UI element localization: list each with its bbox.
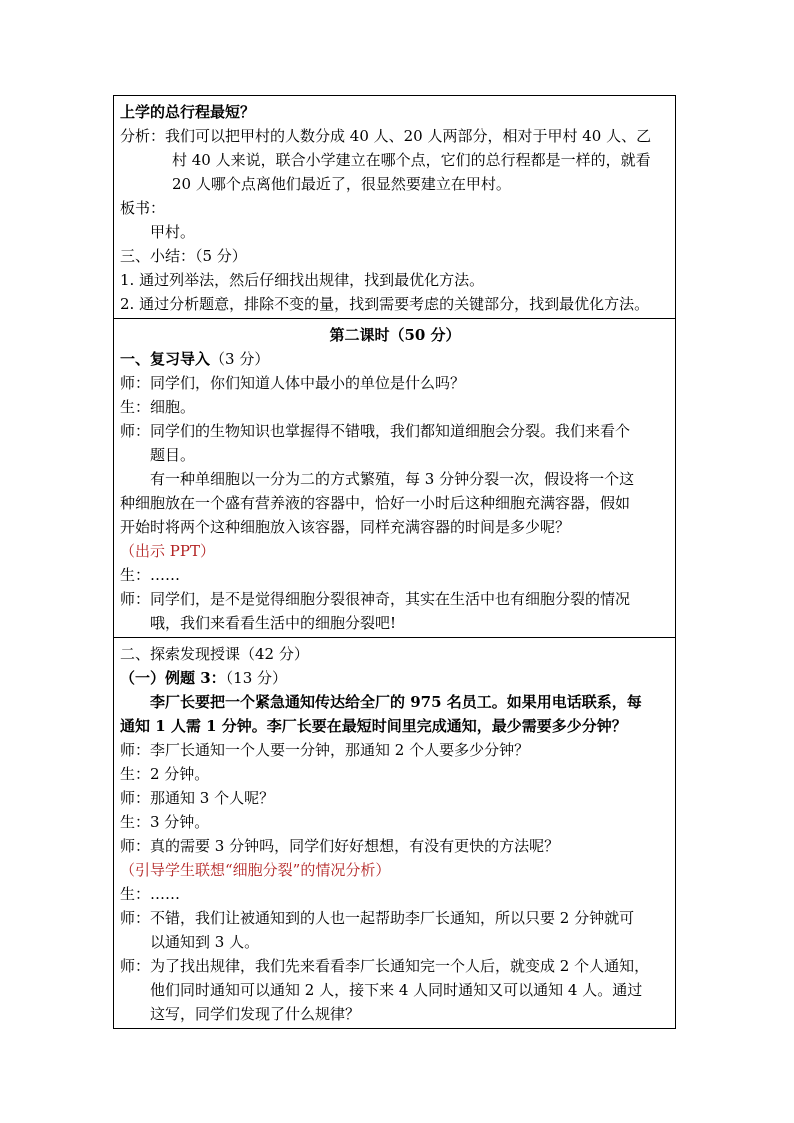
dialogue-line: 题目。: [150, 446, 196, 464]
analysis-line: 20 人哪个点离他们最近了，很显然要建立在甲村。: [172, 175, 511, 193]
dialogue-line: 师：李厂长通知一个人要一分钟，那通知 2 个人要多少分钟？: [120, 741, 530, 759]
dialogue-line: 他们同时通知可以通知 2 人，接下来 4 人同时通知又可以通知 4 人。通过: [150, 981, 643, 999]
board-content: 甲村。: [150, 223, 196, 241]
dialogue-line: 哦，我们来看看生活中的细胞分裂吧!: [150, 614, 397, 632]
analysis-line: 分析：我们可以把甲村的人数分成 40 人、20 人两部分，相对于甲村 40 人、乙: [120, 127, 652, 145]
board-label: 板书：: [120, 199, 166, 217]
dialogue-line: 生：……: [120, 566, 181, 584]
dialogue-line: 师：不错，我们让被通知到的人也一起帮助李厂长通知，所以只要 2 分钟就可: [120, 909, 635, 927]
problem-text: 种细胞放在一个盛有营养液的容器中，恰好一小时后这种细胞充满容器，假如: [120, 494, 631, 512]
dialogue-line: 师：为了找出规律，我们先来看看李厂长通知完一个人后，就变成 2 个人通知，: [120, 957, 650, 975]
dialogue-line: 生：……: [120, 885, 181, 903]
example-heading-bold: （一）例题 3：: [120, 669, 226, 687]
dialogue-line: 生：3 分钟。: [120, 813, 210, 831]
dialogue-line: 以通知到 3 人。: [150, 933, 260, 951]
summary-heading: 三、小结：（5 分）: [120, 247, 247, 265]
review-heading-time: （3 分）: [210, 350, 270, 368]
section-second-lesson: [114, 319, 675, 638]
section-summary: [114, 96, 675, 319]
example-problem: 李厂长要把一个紧急通知传达给全厂的 975 名员工。如果用电话联系，每: [150, 693, 642, 711]
dialogue-line: 生：2 分钟。: [120, 765, 210, 783]
lesson-plan-table: [113, 95, 676, 1029]
dialogue-line: 师：同学们，是不是觉得细胞分裂很神奇，其实在生活中也有细胞分裂的情况: [120, 590, 631, 608]
dialogue-line: 师：那通知 3 个人呢？: [120, 789, 275, 807]
problem-text: 有一种单细胞以一分为二的方式繁殖，每 3 分钟分裂一次，假设将一个这: [150, 470, 635, 488]
dialogue-line: 师：同学们，你们知道人体中最小的单位是什么吗？: [120, 374, 466, 392]
exploration-heading: 二、探索发现授课（42 分）: [120, 645, 309, 663]
dialogue-line: 生：细胞。: [120, 398, 196, 416]
lesson-title: 第二课时（50 分）: [329, 326, 461, 344]
summary-item: 2. 通过分析题意，排除不变的量，找到需要考虑的关键部分，找到最优化方法。: [120, 295, 650, 313]
example-heading-time: （13 分）: [225, 669, 288, 687]
review-heading: [120, 347, 670, 371]
dialogue-line: 师：同学们的生物知识也掌握得不错哦，我们都知道细胞会分裂。我们来看个: [120, 422, 631, 440]
problem-text: 开始时将两个这种细胞放入该容器，同样充满容器的时间是多少呢？: [120, 518, 571, 536]
dialogue-line: 这写，同学们发现了什么规律？: [150, 1005, 361, 1023]
example-heading: [120, 666, 670, 690]
example-problem: 通知 1 人需 1 分钟。李厂长要在最短时间里完成通知，最少需要多少分钟？: [120, 717, 627, 735]
summary-item: 1. 通过列举法，然后仔细找出规律，找到最优化方法。: [120, 271, 485, 289]
section-exploration: [114, 638, 675, 1028]
dialogue-line: 师：真的需要 3 分钟吗，同学们好好想想，有没有更快的方法呢？: [120, 837, 560, 855]
review-heading-bold: 一、复习导入: [120, 350, 211, 368]
question-line: 上学的总行程最短？: [120, 103, 256, 121]
ppt-annotation: （出示 PPT）: [120, 542, 215, 560]
analysis-line: 村 40 人来说，联合小学建立在哪个点，它们的总行程都是一样的，就看: [172, 151, 651, 169]
guide-annotation: （引导学生联想“细胞分裂”的情况分析）: [120, 861, 391, 879]
